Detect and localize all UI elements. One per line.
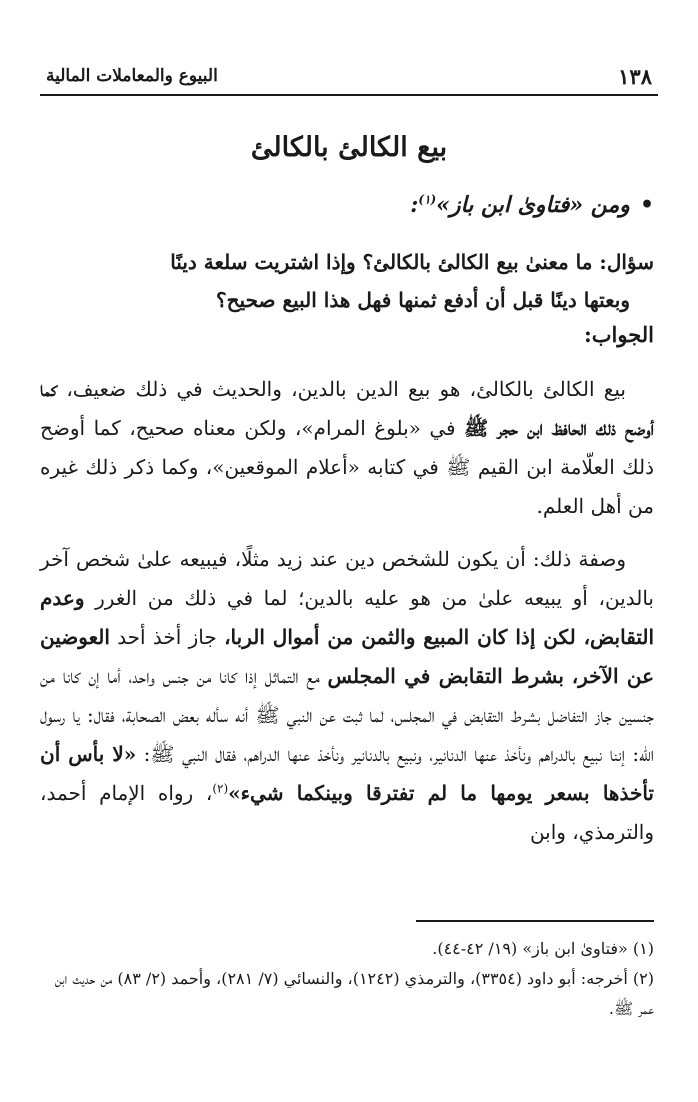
section-title: بيع الكالئ بالكالئ: [250, 132, 448, 163]
para2-text-1: وصفة ذلك: أن يكون للشخص دين عند زيد مثلًا، فيبيعه علىٰ شخص آخر بالدين، أو يبيعه علىٰ من هو عليه بالدين؛ لما في ذلك من الغرر: [40, 547, 655, 610]
question-block: [40, 243, 654, 319]
hadith-quote: «لا بأس أن تأخذها بسعر يومها ما لم تفترقا وبينكما شيء»: [40, 742, 655, 805]
para1-text-2: كما أوضح ذلك الحافظ ابن حجر ﷺ: [40, 377, 654, 440]
para2-text-4: العوضين عن الآخر،: [40, 625, 655, 688]
para2-text-5: بشرط التقابض في المجلس: [327, 664, 564, 688]
para1-text-3: في «بلوغ المرام»، ولكن معناه صحيح، كما أوضح ذلك العلّامة ابن القيم ﷺ في كتابه «أعلام الموقعين»، وكما ذكر ذلك غيره من أهل العلم.: [40, 416, 654, 518]
para2-text-2: وعدم التقابض، لكن إذا كان المبيع والثمن من أموال الربا،: [40, 586, 654, 649]
answer-paragraph-2: [40, 540, 654, 852]
question-line-2: وبعتها دينًا قبل أن أدفع ثمنها فهل هذا البيع صحيح؟: [216, 288, 630, 312]
footnote-ref-2: (٢): [212, 781, 229, 796]
footnote-divider: [416, 920, 654, 922]
bullet-icon: •: [639, 192, 654, 218]
page-number: ١٣٨: [618, 64, 652, 89]
source-colon: :: [410, 192, 419, 218]
footnote-ref-1: (١): [418, 192, 437, 207]
source-text: ومن «فتاوىٰ ابن باز»: [436, 192, 630, 218]
answer-label: الجواب:: [584, 322, 654, 347]
para1-text-1: بيع الكالئ بالكالئ، هو بيع الدين بالدين، والحديث في ذلك ضعيف،: [66, 377, 627, 401]
footnote-1: (١) «فتاوىٰ ابن باز» (١٩/ ٤٢-٤٤).: [432, 939, 654, 958]
para2-text-3: جاز أخذ أحد: [117, 625, 217, 649]
question-line-1: سؤال: ما معنىٰ بيع الكالئ بالكالئ؟ وإذا اشتريت سلعة دينًا: [170, 250, 654, 274]
running-header: [40, 60, 658, 96]
footnote-2: (٢) أخرجه: أبو داود (٣٣٥٤)، والترمذي (١٢٤٢)، والنسائي (٧/ ٢٨١)، وأحمد (٢/ ٨٣) من حديث ابن عمر ﷺ.: [54, 969, 654, 1018]
header-title: البيوع والمعاملات المالية: [46, 66, 218, 86]
answer-paragraph-1: [40, 370, 654, 526]
footnotes: [40, 934, 654, 1024]
para2-text-6: مع التماثل إذا كانا من جنس واحد، أما إن كانا من جنسين جاز التفاضل بشرط التقابض في المجلس، لما ثبت عن النبي ﷺ أنه سأله بعض الصحابة، فقال: يا رسول الله: إننا نبيع بالدراهم ونأخذ عنها الدنانير، ونبيع بالدنانير ونأخذ عنها الدراهم، فقال النبي ﷺ:: [40, 664, 655, 766]
para2-text-8: ، رواه الإمام أحمد، والترمذي، وابن: [40, 781, 654, 844]
source-line: [410, 192, 654, 218]
